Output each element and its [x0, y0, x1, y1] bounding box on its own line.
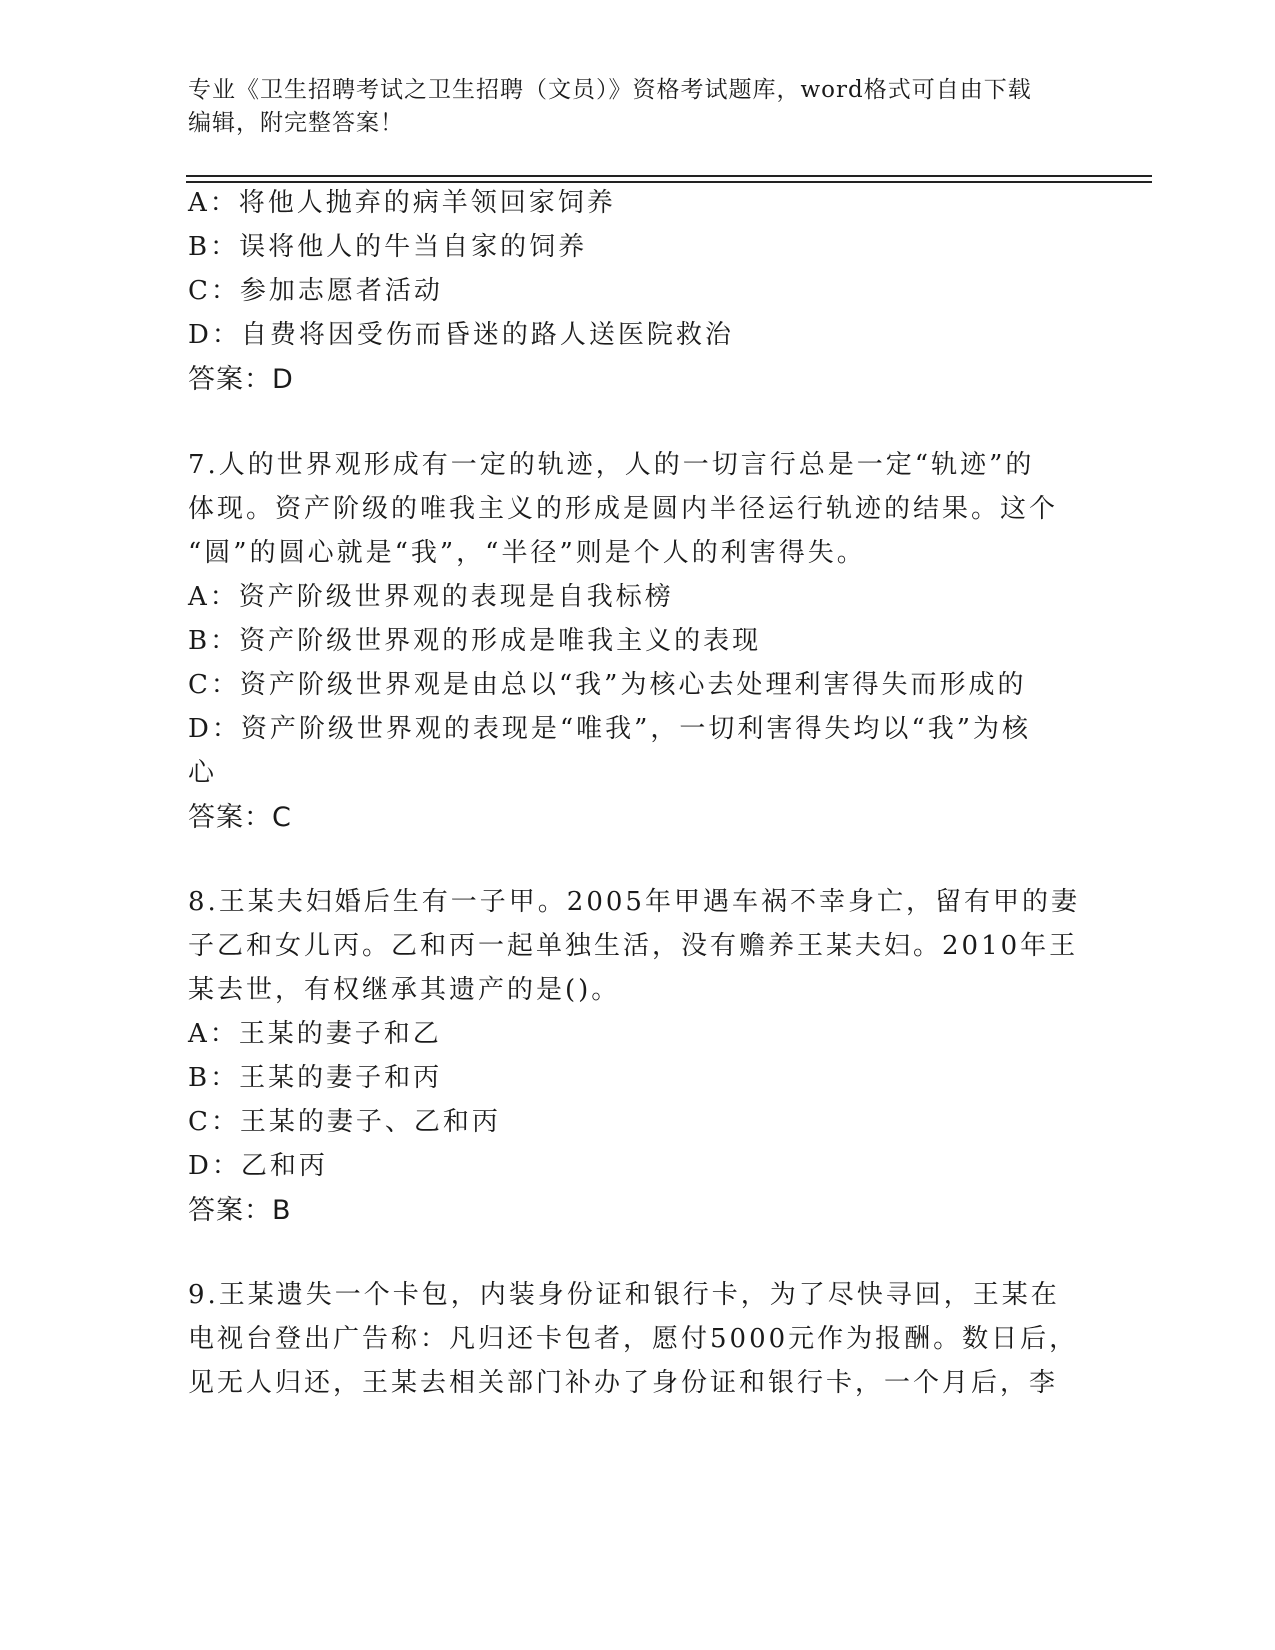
q7-option-d: D：资产阶级世界观的表现是“唯我”，一切利害得失均以“我”为核: [188, 714, 1032, 744]
q7-option-b: B：资产阶级世界观的形成是唯我主义的表现: [188, 626, 762, 656]
q9-stem-line-1: 9.王某遗失一个卡包，内装身份证和银行卡，为了尽快寻回，王某在: [188, 1280, 1060, 1310]
q8-option-b: B：王某的妻子和丙: [188, 1063, 443, 1093]
header-divider-top: [186, 175, 1152, 177]
q7-option-c: C：资产阶级世界观是由总以“我”为核心去处理利害得失而形成的: [188, 670, 1027, 700]
q8-option-c: C：王某的妻子、乙和丙: [188, 1107, 501, 1137]
q9-stem-line-2: 电视台登出广告称：凡归还卡包者，愿付5000元作为报酬。数日后，: [188, 1324, 1079, 1354]
q6-answer: 答案：D: [188, 364, 294, 395]
q7-stem-line-1: 7.人的世界观形成有一定的轨迹，人的一切言行总是一定“轨迹”的: [188, 450, 1035, 480]
q7-answer: 答案：C: [188, 802, 292, 833]
q7-option-a: A：资产阶级世界观的表现是自我标榜: [188, 582, 674, 612]
header-divider-bottom: [186, 181, 1152, 183]
header-line-2: 编辑，附完整答案！: [188, 110, 404, 136]
q8-option-d: D：乙和丙: [188, 1151, 328, 1181]
q7-stem-line-2: 体现。资产阶级的唯我主义的形成是圆内半径运行轨迹的结果。这个: [188, 494, 1059, 524]
q6-option-a: A：将他人抛弃的病羊领回家饲养: [188, 188, 616, 218]
q6-option-b: B：误将他人的牛当自家的饲养: [188, 232, 588, 262]
q8-stem-line-2: 子乙和女儿丙。乙和丙一起单独生活，没有赡养王某夫妇。2010年王: [188, 931, 1079, 961]
q8-option-a: A：王某的妻子和乙: [188, 1019, 442, 1049]
q8-answer: 答案：B: [188, 1195, 292, 1226]
q8-stem-line-3: 某去世，有权继承其遗产的是()。: [188, 975, 621, 1005]
header-line-1: 专业《卫生招聘考试之卫生招聘（文员）》资格考试题库，word格式可自由下载: [188, 77, 1032, 103]
q9-stem-line-3: 见无人归还，王某去相关部门补办了身份证和银行卡，一个月后，李: [188, 1368, 1059, 1398]
q8-stem-line-1: 8.王某夫妇婚后生有一子甲。2005年甲遇车祸不幸身亡，留有甲的妻: [188, 887, 1080, 917]
q7-stem-line-3: “圆”的圆心就是“我”，“半径”则是个人的利害得失。: [188, 538, 866, 568]
q7-option-d-wrap: 心: [188, 758, 218, 788]
q6-option-d: D：自费将因受伤而昏迷的路人送医院救治: [188, 320, 734, 350]
q6-option-c: C：参加志愿者活动: [188, 276, 443, 306]
header-text: [188, 74, 1068, 140]
